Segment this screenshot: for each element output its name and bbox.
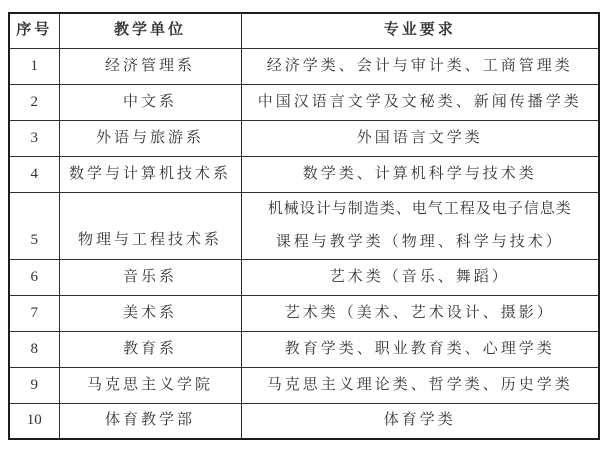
department-requirements-table xyxy=(8,12,600,440)
teaching-unit-cell: 经济管理系 xyxy=(59,48,241,84)
major-requirement-cell: 数学类、计算机科学与技术类 xyxy=(241,156,599,192)
table-header xyxy=(9,13,599,48)
table-row xyxy=(9,295,599,331)
requirement-line: 机械设计与制造类、电气工程及电子信息类 xyxy=(267,200,572,217)
teaching-unit-cell: 马克思主义学院 xyxy=(59,367,241,403)
teaching-unit-cell: 物理与工程技术系 xyxy=(59,192,241,259)
table-row xyxy=(9,48,599,84)
row-index-cell: 7 xyxy=(9,295,59,331)
table-row xyxy=(9,367,599,403)
teaching-unit-cell: 教育系 xyxy=(59,331,241,367)
header-cell-req: 专业要求 xyxy=(241,13,599,48)
major-requirement-cell: 外国语言文学类 xyxy=(241,120,599,156)
row-index-cell: 9 xyxy=(9,367,59,403)
row-index-cell: 1 xyxy=(9,48,59,84)
major-requirement-cell: 教育学类、职业教育类、心理学类 xyxy=(241,331,599,367)
major-requirement-cell: 艺术类（美术、艺术设计、摄影） xyxy=(241,295,599,331)
row-index-cell: 8 xyxy=(9,331,59,367)
major-requirement-cell: 体育学类 xyxy=(241,403,599,439)
table-row xyxy=(9,84,599,120)
table-row xyxy=(9,120,599,156)
major-requirement-cell: 马克思主义理论类、哲学类、历史学类 xyxy=(241,367,599,403)
table-row xyxy=(9,156,599,192)
row-index-cell: 5 xyxy=(9,192,59,259)
teaching-unit-cell: 美术系 xyxy=(59,295,241,331)
teaching-unit-cell: 数学与计算机技术系 xyxy=(59,156,241,192)
major-requirement-cell xyxy=(241,192,599,259)
row-index-cell: 4 xyxy=(9,156,59,192)
header-row xyxy=(9,13,599,48)
teaching-unit-cell: 音乐系 xyxy=(59,259,241,295)
major-requirement-cell: 艺术类（音乐、舞蹈） xyxy=(241,259,599,295)
major-requirement-cell: 经济学类、会计与审计类、工商管理类 xyxy=(241,48,599,84)
teaching-unit-cell: 中文系 xyxy=(59,84,241,120)
requirement-line: 课程与教学类（物理、科学与技术） xyxy=(275,233,564,250)
table-row xyxy=(9,192,599,259)
header-cell-unit: 教学单位 xyxy=(59,13,241,48)
row-index-cell: 2 xyxy=(9,84,59,120)
table-body xyxy=(9,48,599,439)
row-index-cell: 3 xyxy=(9,120,59,156)
table-row xyxy=(9,259,599,295)
major-requirement-cell: 中国汉语言文学及文秘类、新闻传播学类 xyxy=(241,84,599,120)
table-row xyxy=(9,403,599,439)
row-index-cell: 10 xyxy=(9,403,59,439)
header-cell-no: 序号 xyxy=(9,13,59,48)
teaching-unit-cell: 外语与旅游系 xyxy=(59,120,241,156)
teaching-unit-cell: 体育教学部 xyxy=(59,403,241,439)
table-row xyxy=(9,331,599,367)
row-index-cell: 6 xyxy=(9,259,59,295)
